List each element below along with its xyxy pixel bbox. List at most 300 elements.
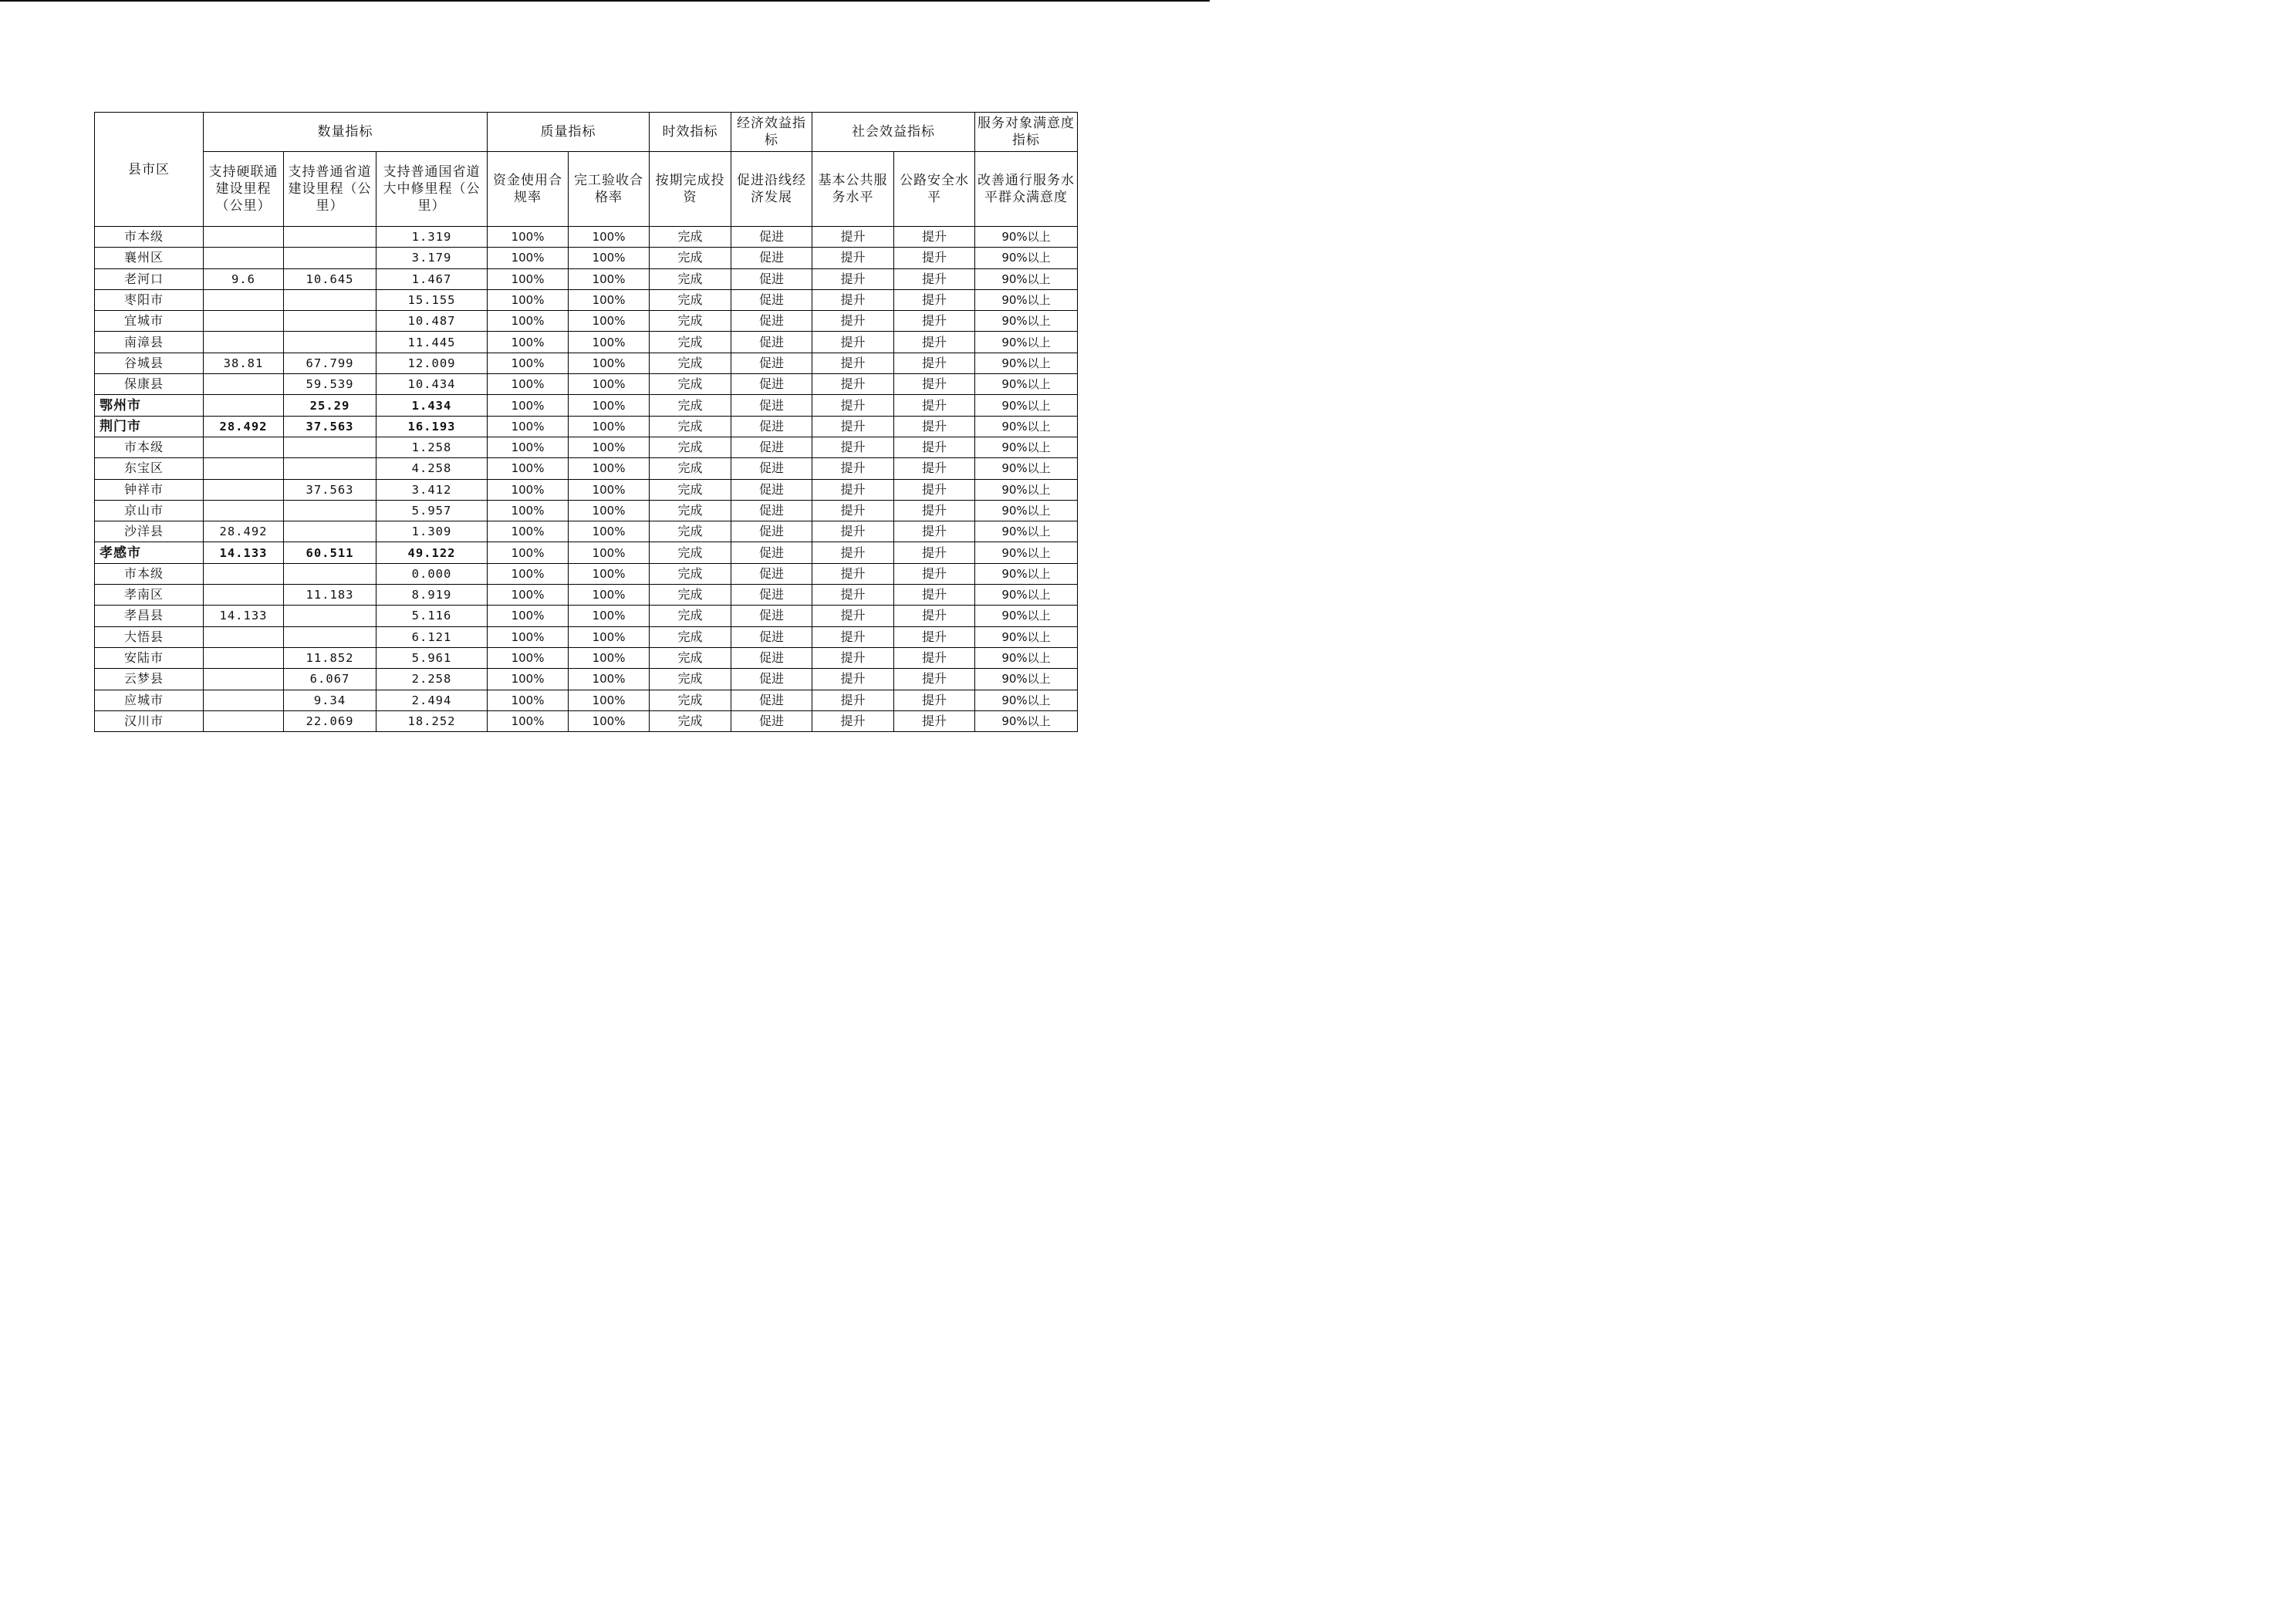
cell-hard-road	[204, 374, 284, 395]
cell-safety: 提升	[894, 311, 975, 332]
cell-prov-road	[284, 248, 376, 268]
cell-region: 市本级	[95, 227, 204, 248]
cell-repair: 3.412	[376, 479, 488, 500]
cell-accept: 100%	[569, 710, 650, 731]
cell-hard-road	[204, 585, 284, 606]
cell-accept: 100%	[569, 416, 650, 437]
header-group-quantity: 数量指标	[204, 113, 488, 152]
cell-fund: 100%	[488, 289, 569, 310]
cell-invest: 完成	[650, 500, 731, 521]
table-row	[95, 437, 1078, 457]
cell-satis: 90%以上	[975, 353, 1078, 373]
cell-satis: 90%以上	[975, 289, 1078, 310]
cell-safety: 提升	[894, 437, 975, 457]
cell-safety: 提升	[894, 500, 975, 521]
table-row	[95, 669, 1078, 690]
cell-safety: 提升	[894, 606, 975, 626]
cell-satis: 90%以上	[975, 606, 1078, 626]
cell-satis: 90%以上	[975, 521, 1078, 542]
cell-satis: 90%以上	[975, 248, 1078, 268]
cell-invest: 完成	[650, 563, 731, 584]
cell-region: 市本级	[95, 437, 204, 457]
cell-public: 提升	[812, 395, 894, 416]
cell-hard-road: 9.6	[204, 268, 284, 289]
cell-satis: 90%以上	[975, 479, 1078, 500]
cell-fund: 100%	[488, 690, 569, 710]
cell-public: 提升	[812, 542, 894, 563]
cell-satis: 90%以上	[975, 395, 1078, 416]
cell-invest: 完成	[650, 395, 731, 416]
table-row	[95, 500, 1078, 521]
cell-hard-road	[204, 248, 284, 268]
cell-public: 提升	[812, 500, 894, 521]
table-row	[95, 606, 1078, 626]
cell-econ: 促进	[731, 353, 812, 373]
cell-econ: 促进	[731, 542, 812, 563]
cell-invest: 完成	[650, 542, 731, 563]
cell-safety: 提升	[894, 669, 975, 690]
cell-invest: 完成	[650, 458, 731, 479]
cell-fund: 100%	[488, 479, 569, 500]
cell-public: 提升	[812, 647, 894, 668]
cell-econ: 促进	[731, 248, 812, 268]
cell-region: 市本级	[95, 563, 204, 584]
cell-hard-road: 28.492	[204, 521, 284, 542]
cell-fund: 100%	[488, 521, 569, 542]
cell-prov-road	[284, 227, 376, 248]
cell-econ: 促进	[731, 563, 812, 584]
cell-accept: 100%	[569, 248, 650, 268]
cell-safety: 提升	[894, 521, 975, 542]
cell-econ: 促进	[731, 227, 812, 248]
cell-prov-road	[284, 311, 376, 332]
cell-region: 应城市	[95, 690, 204, 710]
cell-safety: 提升	[894, 710, 975, 731]
cell-prov-road: 59.539	[284, 374, 376, 395]
cell-safety: 提升	[894, 353, 975, 373]
cell-safety: 提升	[894, 458, 975, 479]
cell-invest: 完成	[650, 437, 731, 457]
cell-invest: 完成	[650, 332, 731, 353]
cell-public: 提升	[812, 311, 894, 332]
cell-invest: 完成	[650, 521, 731, 542]
cell-region: 云梦县	[95, 669, 204, 690]
cell-safety: 提升	[894, 268, 975, 289]
cell-hard-road	[204, 332, 284, 353]
cell-econ: 促进	[731, 332, 812, 353]
cell-fund: 100%	[488, 248, 569, 268]
cell-fund: 100%	[488, 268, 569, 289]
cell-repair: 5.961	[376, 647, 488, 668]
cell-econ: 促进	[731, 311, 812, 332]
cell-hard-road	[204, 563, 284, 584]
cell-safety: 提升	[894, 332, 975, 353]
cell-prov-road	[284, 500, 376, 521]
cell-invest: 完成	[650, 227, 731, 248]
cell-safety: 提升	[894, 289, 975, 310]
cell-invest: 完成	[650, 606, 731, 626]
header-col-satis: 改善通行服务水平群众满意度	[975, 152, 1078, 227]
cell-public: 提升	[812, 289, 894, 310]
cell-satis: 90%以上	[975, 227, 1078, 248]
header-col-repair: 支持普通国省道大中修里程（公里）	[376, 152, 488, 227]
table-row	[95, 227, 1078, 248]
cell-fund: 100%	[488, 647, 569, 668]
cell-prov-road	[284, 458, 376, 479]
cell-hard-road	[204, 437, 284, 457]
header-col-hard-road: 支持硬联通建设里程（公里）	[204, 152, 284, 227]
cell-prov-road: 6.067	[284, 669, 376, 690]
cell-fund: 100%	[488, 395, 569, 416]
table-row	[95, 521, 1078, 542]
cell-safety: 提升	[894, 647, 975, 668]
cell-invest: 完成	[650, 626, 731, 647]
cell-invest: 完成	[650, 248, 731, 268]
cell-region: 东宝区	[95, 458, 204, 479]
cell-region: 枣阳市	[95, 289, 204, 310]
cell-accept: 100%	[569, 268, 650, 289]
cell-satis: 90%以上	[975, 690, 1078, 710]
cell-fund: 100%	[488, 542, 569, 563]
cell-accept: 100%	[569, 647, 650, 668]
cell-satis: 90%以上	[975, 374, 1078, 395]
cell-region: 南漳县	[95, 332, 204, 353]
cell-accept: 100%	[569, 227, 650, 248]
cell-prov-road: 11.852	[284, 647, 376, 668]
cell-fund: 100%	[488, 437, 569, 457]
header-group-quality: 质量指标	[488, 113, 650, 152]
table-row-city	[95, 416, 1078, 437]
table-row	[95, 585, 1078, 606]
cell-region: 钟祥市	[95, 479, 204, 500]
cell-satis: 90%以上	[975, 710, 1078, 731]
cell-prov-road: 11.183	[284, 585, 376, 606]
header-region: 县市区	[95, 113, 204, 227]
cell-public: 提升	[812, 416, 894, 437]
performance-table-container	[94, 112, 1077, 732]
cell-safety: 提升	[894, 248, 975, 268]
table-row	[95, 268, 1078, 289]
cell-public: 提升	[812, 268, 894, 289]
cell-accept: 100%	[569, 606, 650, 626]
cell-public: 提升	[812, 248, 894, 268]
cell-repair: 1.309	[376, 521, 488, 542]
header-col-prov-road: 支持普通省道建设里程（公里）	[284, 152, 376, 227]
cell-fund: 100%	[488, 332, 569, 353]
cell-invest: 完成	[650, 311, 731, 332]
table-row	[95, 479, 1078, 500]
cell-invest: 完成	[650, 585, 731, 606]
table-row	[95, 690, 1078, 710]
table-row	[95, 563, 1078, 584]
cell-region: 京山市	[95, 500, 204, 521]
cell-repair: 10.434	[376, 374, 488, 395]
table-body	[95, 227, 1078, 732]
cell-satis: 90%以上	[975, 416, 1078, 437]
header-col-public: 基本公共服务水平	[812, 152, 894, 227]
cell-satis: 90%以上	[975, 563, 1078, 584]
cell-safety: 提升	[894, 626, 975, 647]
cell-accept: 100%	[569, 395, 650, 416]
cell-public: 提升	[812, 690, 894, 710]
cell-hard-road	[204, 647, 284, 668]
cell-prov-road	[284, 626, 376, 647]
cell-repair: 1.319	[376, 227, 488, 248]
table-row	[95, 647, 1078, 668]
cell-econ: 促进	[731, 437, 812, 457]
table-row-city	[95, 395, 1078, 416]
cell-invest: 完成	[650, 647, 731, 668]
cell-prov-road	[284, 332, 376, 353]
cell-region: 荆门市	[95, 416, 204, 437]
cell-hard-road: 14.133	[204, 606, 284, 626]
cell-hard-road	[204, 626, 284, 647]
table-row	[95, 289, 1078, 310]
cell-prov-road	[284, 437, 376, 457]
cell-safety: 提升	[894, 542, 975, 563]
cell-hard-road: 28.492	[204, 416, 284, 437]
cell-invest: 完成	[650, 353, 731, 373]
cell-public: 提升	[812, 710, 894, 731]
cell-prov-road: 25.29	[284, 395, 376, 416]
cell-econ: 促进	[731, 289, 812, 310]
page-top-border	[0, 0, 1210, 2]
cell-accept: 100%	[569, 311, 650, 332]
cell-region: 孝感市	[95, 542, 204, 563]
cell-public: 提升	[812, 332, 894, 353]
cell-fund: 100%	[488, 374, 569, 395]
cell-region: 鄂州市	[95, 395, 204, 416]
cell-accept: 100%	[569, 563, 650, 584]
cell-region: 谷城县	[95, 353, 204, 373]
cell-econ: 促进	[731, 521, 812, 542]
cell-accept: 100%	[569, 500, 650, 521]
cell-repair: 12.009	[376, 353, 488, 373]
header-col-accept: 完工验收合格率	[569, 152, 650, 227]
cell-region: 宜城市	[95, 311, 204, 332]
cell-hard-road	[204, 479, 284, 500]
cell-region: 襄州区	[95, 248, 204, 268]
cell-accept: 100%	[569, 479, 650, 500]
cell-safety: 提升	[894, 227, 975, 248]
cell-public: 提升	[812, 521, 894, 542]
cell-econ: 促进	[731, 690, 812, 710]
cell-region: 老河口	[95, 268, 204, 289]
cell-econ: 促进	[731, 416, 812, 437]
cell-fund: 100%	[488, 585, 569, 606]
cell-repair: 6.121	[376, 626, 488, 647]
cell-safety: 提升	[894, 563, 975, 584]
cell-hard-road	[204, 395, 284, 416]
cell-invest: 完成	[650, 710, 731, 731]
cell-public: 提升	[812, 227, 894, 248]
cell-safety: 提升	[894, 479, 975, 500]
cell-satis: 90%以上	[975, 500, 1078, 521]
table-row	[95, 626, 1078, 647]
cell-fund: 100%	[488, 416, 569, 437]
cell-region: 安陆市	[95, 647, 204, 668]
cell-satis: 90%以上	[975, 437, 1078, 457]
cell-econ: 促进	[731, 479, 812, 500]
cell-prov-road: 60.511	[284, 542, 376, 563]
cell-satis: 90%以上	[975, 585, 1078, 606]
cell-satis: 90%以上	[975, 458, 1078, 479]
cell-accept: 100%	[569, 521, 650, 542]
cell-econ: 促进	[731, 710, 812, 731]
cell-public: 提升	[812, 479, 894, 500]
cell-safety: 提升	[894, 690, 975, 710]
header-col-econ: 促进沿线经济发展	[731, 152, 812, 227]
cell-region: 大悟县	[95, 626, 204, 647]
cell-hard-road	[204, 311, 284, 332]
cell-public: 提升	[812, 374, 894, 395]
cell-repair: 1.467	[376, 268, 488, 289]
cell-hard-road	[204, 227, 284, 248]
cell-accept: 100%	[569, 458, 650, 479]
cell-public: 提升	[812, 585, 894, 606]
cell-hard-road	[204, 289, 284, 310]
cell-prov-road: 9.34	[284, 690, 376, 710]
table-row	[95, 311, 1078, 332]
cell-accept: 100%	[569, 626, 650, 647]
header-group-satisfaction: 服务对象满意度指标	[975, 113, 1078, 152]
table-row	[95, 248, 1078, 268]
cell-repair: 11.445	[376, 332, 488, 353]
cell-hard-road: 14.133	[204, 542, 284, 563]
cell-econ: 促进	[731, 500, 812, 521]
cell-region: 汉川市	[95, 710, 204, 731]
cell-public: 提升	[812, 669, 894, 690]
cell-fund: 100%	[488, 626, 569, 647]
header-group-timeliness: 时效指标	[650, 113, 731, 152]
cell-repair: 2.494	[376, 690, 488, 710]
cell-prov-road	[284, 563, 376, 584]
cell-satis: 90%以上	[975, 332, 1078, 353]
cell-prov-road: 10.645	[284, 268, 376, 289]
cell-public: 提升	[812, 458, 894, 479]
cell-safety: 提升	[894, 585, 975, 606]
cell-region: 沙洋县	[95, 521, 204, 542]
header-col-fund: 资金使用合规率	[488, 152, 569, 227]
cell-accept: 100%	[569, 437, 650, 457]
cell-region: 孝南区	[95, 585, 204, 606]
table-row	[95, 710, 1078, 731]
cell-econ: 促进	[731, 647, 812, 668]
cell-fund: 100%	[488, 710, 569, 731]
cell-accept: 100%	[569, 669, 650, 690]
cell-satis: 90%以上	[975, 626, 1078, 647]
cell-prov-road: 37.563	[284, 416, 376, 437]
cell-satis: 90%以上	[975, 647, 1078, 668]
cell-invest: 完成	[650, 479, 731, 500]
cell-prov-road	[284, 289, 376, 310]
cell-fund: 100%	[488, 563, 569, 584]
cell-repair: 3.179	[376, 248, 488, 268]
cell-accept: 100%	[569, 542, 650, 563]
cell-prov-road	[284, 521, 376, 542]
cell-region: 保康县	[95, 374, 204, 395]
cell-invest: 完成	[650, 268, 731, 289]
cell-fund: 100%	[488, 227, 569, 248]
cell-econ: 促进	[731, 268, 812, 289]
cell-repair: 2.258	[376, 669, 488, 690]
cell-accept: 100%	[569, 690, 650, 710]
cell-region: 孝昌县	[95, 606, 204, 626]
cell-accept: 100%	[569, 585, 650, 606]
performance-indicator-table	[94, 112, 1078, 732]
cell-fund: 100%	[488, 500, 569, 521]
cell-hard-road	[204, 458, 284, 479]
cell-repair: 49.122	[376, 542, 488, 563]
cell-prov-road	[284, 606, 376, 626]
cell-fund: 100%	[488, 458, 569, 479]
cell-invest: 完成	[650, 690, 731, 710]
cell-econ: 促进	[731, 374, 812, 395]
cell-satis: 90%以上	[975, 311, 1078, 332]
cell-prov-road: 67.799	[284, 353, 376, 373]
cell-fund: 100%	[488, 311, 569, 332]
table-header	[95, 113, 1078, 227]
cell-accept: 100%	[569, 289, 650, 310]
cell-fund: 100%	[488, 606, 569, 626]
table-row	[95, 458, 1078, 479]
cell-hard-road	[204, 500, 284, 521]
cell-repair: 5.957	[376, 500, 488, 521]
cell-fund: 100%	[488, 353, 569, 373]
cell-hard-road	[204, 669, 284, 690]
cell-invest: 完成	[650, 374, 731, 395]
cell-fund: 100%	[488, 669, 569, 690]
cell-accept: 100%	[569, 332, 650, 353]
cell-invest: 完成	[650, 289, 731, 310]
cell-invest: 完成	[650, 669, 731, 690]
cell-repair: 16.193	[376, 416, 488, 437]
cell-prov-road: 37.563	[284, 479, 376, 500]
cell-safety: 提升	[894, 374, 975, 395]
cell-repair: 10.487	[376, 311, 488, 332]
cell-public: 提升	[812, 563, 894, 584]
cell-public: 提升	[812, 353, 894, 373]
cell-accept: 100%	[569, 374, 650, 395]
cell-repair: 15.155	[376, 289, 488, 310]
cell-satis: 90%以上	[975, 542, 1078, 563]
table-row	[95, 332, 1078, 353]
cell-econ: 促进	[731, 626, 812, 647]
cell-public: 提升	[812, 626, 894, 647]
cell-econ: 促进	[731, 585, 812, 606]
cell-safety: 提升	[894, 416, 975, 437]
cell-hard-road: 38.81	[204, 353, 284, 373]
cell-econ: 促进	[731, 606, 812, 626]
cell-repair: 4.258	[376, 458, 488, 479]
cell-accept: 100%	[569, 353, 650, 373]
cell-repair: 1.434	[376, 395, 488, 416]
cell-repair: 1.258	[376, 437, 488, 457]
cell-satis: 90%以上	[975, 669, 1078, 690]
cell-repair: 18.252	[376, 710, 488, 731]
cell-repair: 5.116	[376, 606, 488, 626]
cell-econ: 促进	[731, 395, 812, 416]
cell-econ: 促进	[731, 669, 812, 690]
table-row-city	[95, 542, 1078, 563]
header-col-invest: 按期完成投资	[650, 152, 731, 227]
cell-repair: 8.919	[376, 585, 488, 606]
cell-invest: 完成	[650, 416, 731, 437]
cell-satis: 90%以上	[975, 268, 1078, 289]
cell-repair: 0.000	[376, 563, 488, 584]
cell-public: 提升	[812, 437, 894, 457]
table-row	[95, 353, 1078, 373]
